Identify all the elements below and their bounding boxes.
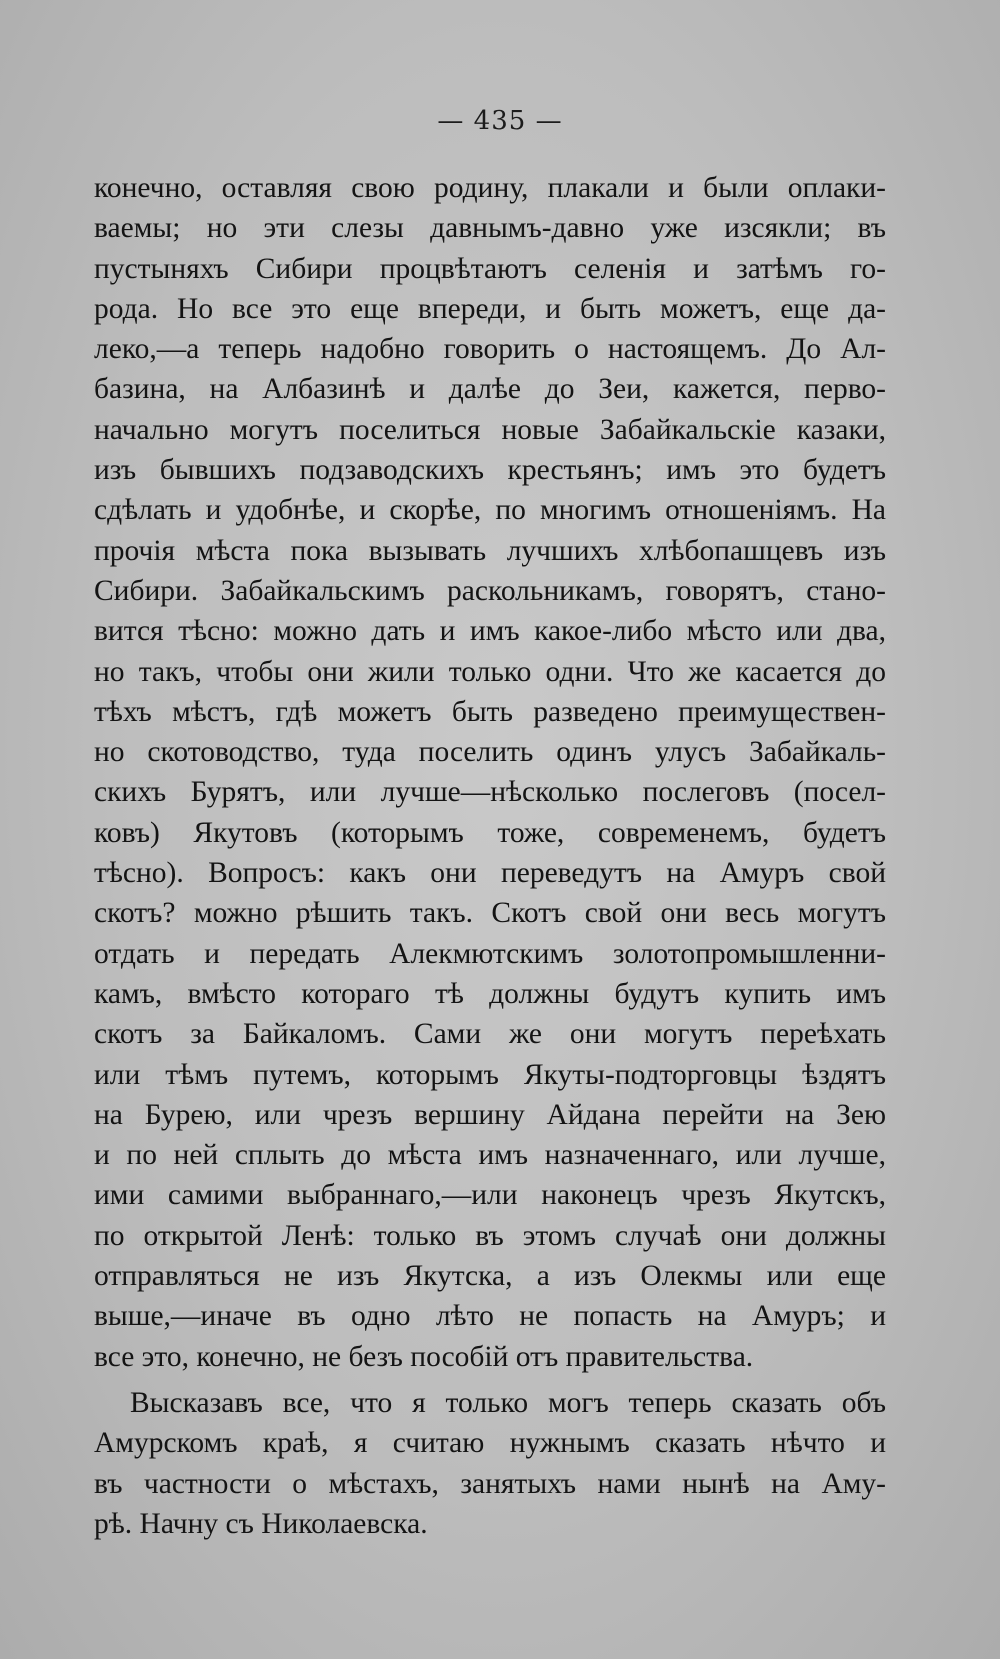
text-line: Высказавъ все, что я только могъ теперь сказать объ [130, 1386, 886, 1419]
text-line: рода. Но все это еще впереди, и быть можетъ, еще да- [94, 292, 886, 325]
text-line: въ частности о мѣстахъ, занятыхъ нами нынѣ на Аму- [94, 1467, 886, 1500]
text-line: конечно, оставляя свою родину, плакали и были оплаки- [94, 172, 886, 204]
text-line: камъ, вмѣсто котораго тѣ должны будутъ купить имъ [94, 977, 886, 1010]
text-line: леко,—а теперь надобно говорить о настоящемъ. До Ал- [94, 333, 886, 366]
text-line: скотъ? можно рѣшить такъ. Скотъ свой они весь могутъ [94, 897, 886, 930]
text-line: но такъ, чтобы они жили только одни. Что же касается до [94, 655, 886, 688]
text-line: рѣ. Начну съ Николаевска. [94, 1507, 428, 1540]
text-line: выше,—иначе въ одно лѣто не попасть на Амуръ; и [94, 1300, 886, 1333]
text-line: тѣсно). Вопросъ: какъ они переведутъ на Амуръ свой [94, 857, 886, 890]
text-line: на Бурею, или чрезъ вершину Айдана перейти на Зею [94, 1098, 886, 1131]
text-line: все это, конечно, не безъ пособій отъ правительства. [94, 1340, 754, 1373]
body-text [94, 168, 886, 1544]
text-line: изъ бывшихъ подзаводскихъ крестьянъ; имъ это будетъ [94, 454, 886, 487]
text-line: прочія мѣста пока вызывать лучшихъ хлѣбопашцевъ изъ [94, 534, 886, 567]
text-line: скихъ Бурятъ, или лучше—нѣсколько послеговъ (посел- [94, 776, 886, 809]
text-line: ими самими выбраннаго,—или наконецъ чрезъ Якутскъ, [94, 1179, 886, 1212]
text-line: по открытой Ленѣ: только въ этомъ случаѣ они должны [94, 1219, 886, 1252]
text-line: Сибири. Забайкальскимъ раскольникамъ, говорятъ, стано- [94, 574, 886, 607]
text-line: или тѣмъ путемъ, которымъ Якуты-подторговцы ѣздятъ [94, 1058, 886, 1091]
text-line: ковъ) Якутовъ (которымъ тоже, современемъ, будетъ [94, 816, 886, 849]
text-line: сдѣлать и удобнѣе, и скорѣе, по многимъ отношеніямъ. На [94, 494, 886, 527]
text-line: отправляться не изъ Якутска, а изъ Олекмы или еще [94, 1260, 886, 1293]
text-line: базина, на Албазинѣ и далѣе до Зеи, кажется, перво- [94, 373, 886, 406]
text-line: и по ней сплыть до мѣста имъ назначеннаго, или лучше, [94, 1139, 886, 1172]
text-line: отдать и передать Алекмютскимъ золотопромышленни- [94, 937, 886, 970]
text-line: Амурскомъ краѣ, я считаю нужнымъ сказать нѣчто и [94, 1427, 886, 1460]
text-line: тѣхъ мѣстъ, гдѣ можетъ быть разведено преимуществен- [94, 695, 886, 728]
text-line: вится тѣсно: можно дать и имъ какое-либо мѣсто или два, [94, 615, 886, 648]
text-line: скотъ за Байкаломъ. Сами же они могутъ переѣхать [94, 1018, 886, 1051]
text-line: но скотоводство, туда поселить одинъ улусъ Забайкаль- [94, 736, 886, 769]
text-line: начально могутъ поселиться новые Забайкальскіе казаки, [94, 413, 886, 446]
text-line: ваемы; но эти слезы давнымъ-давно уже изсякли; въ [94, 212, 886, 245]
page-number: — 435 — [437, 106, 563, 136]
text-line: пустыняхъ Сибири процвѣтаютъ селенія и затѣмъ го- [94, 252, 886, 285]
